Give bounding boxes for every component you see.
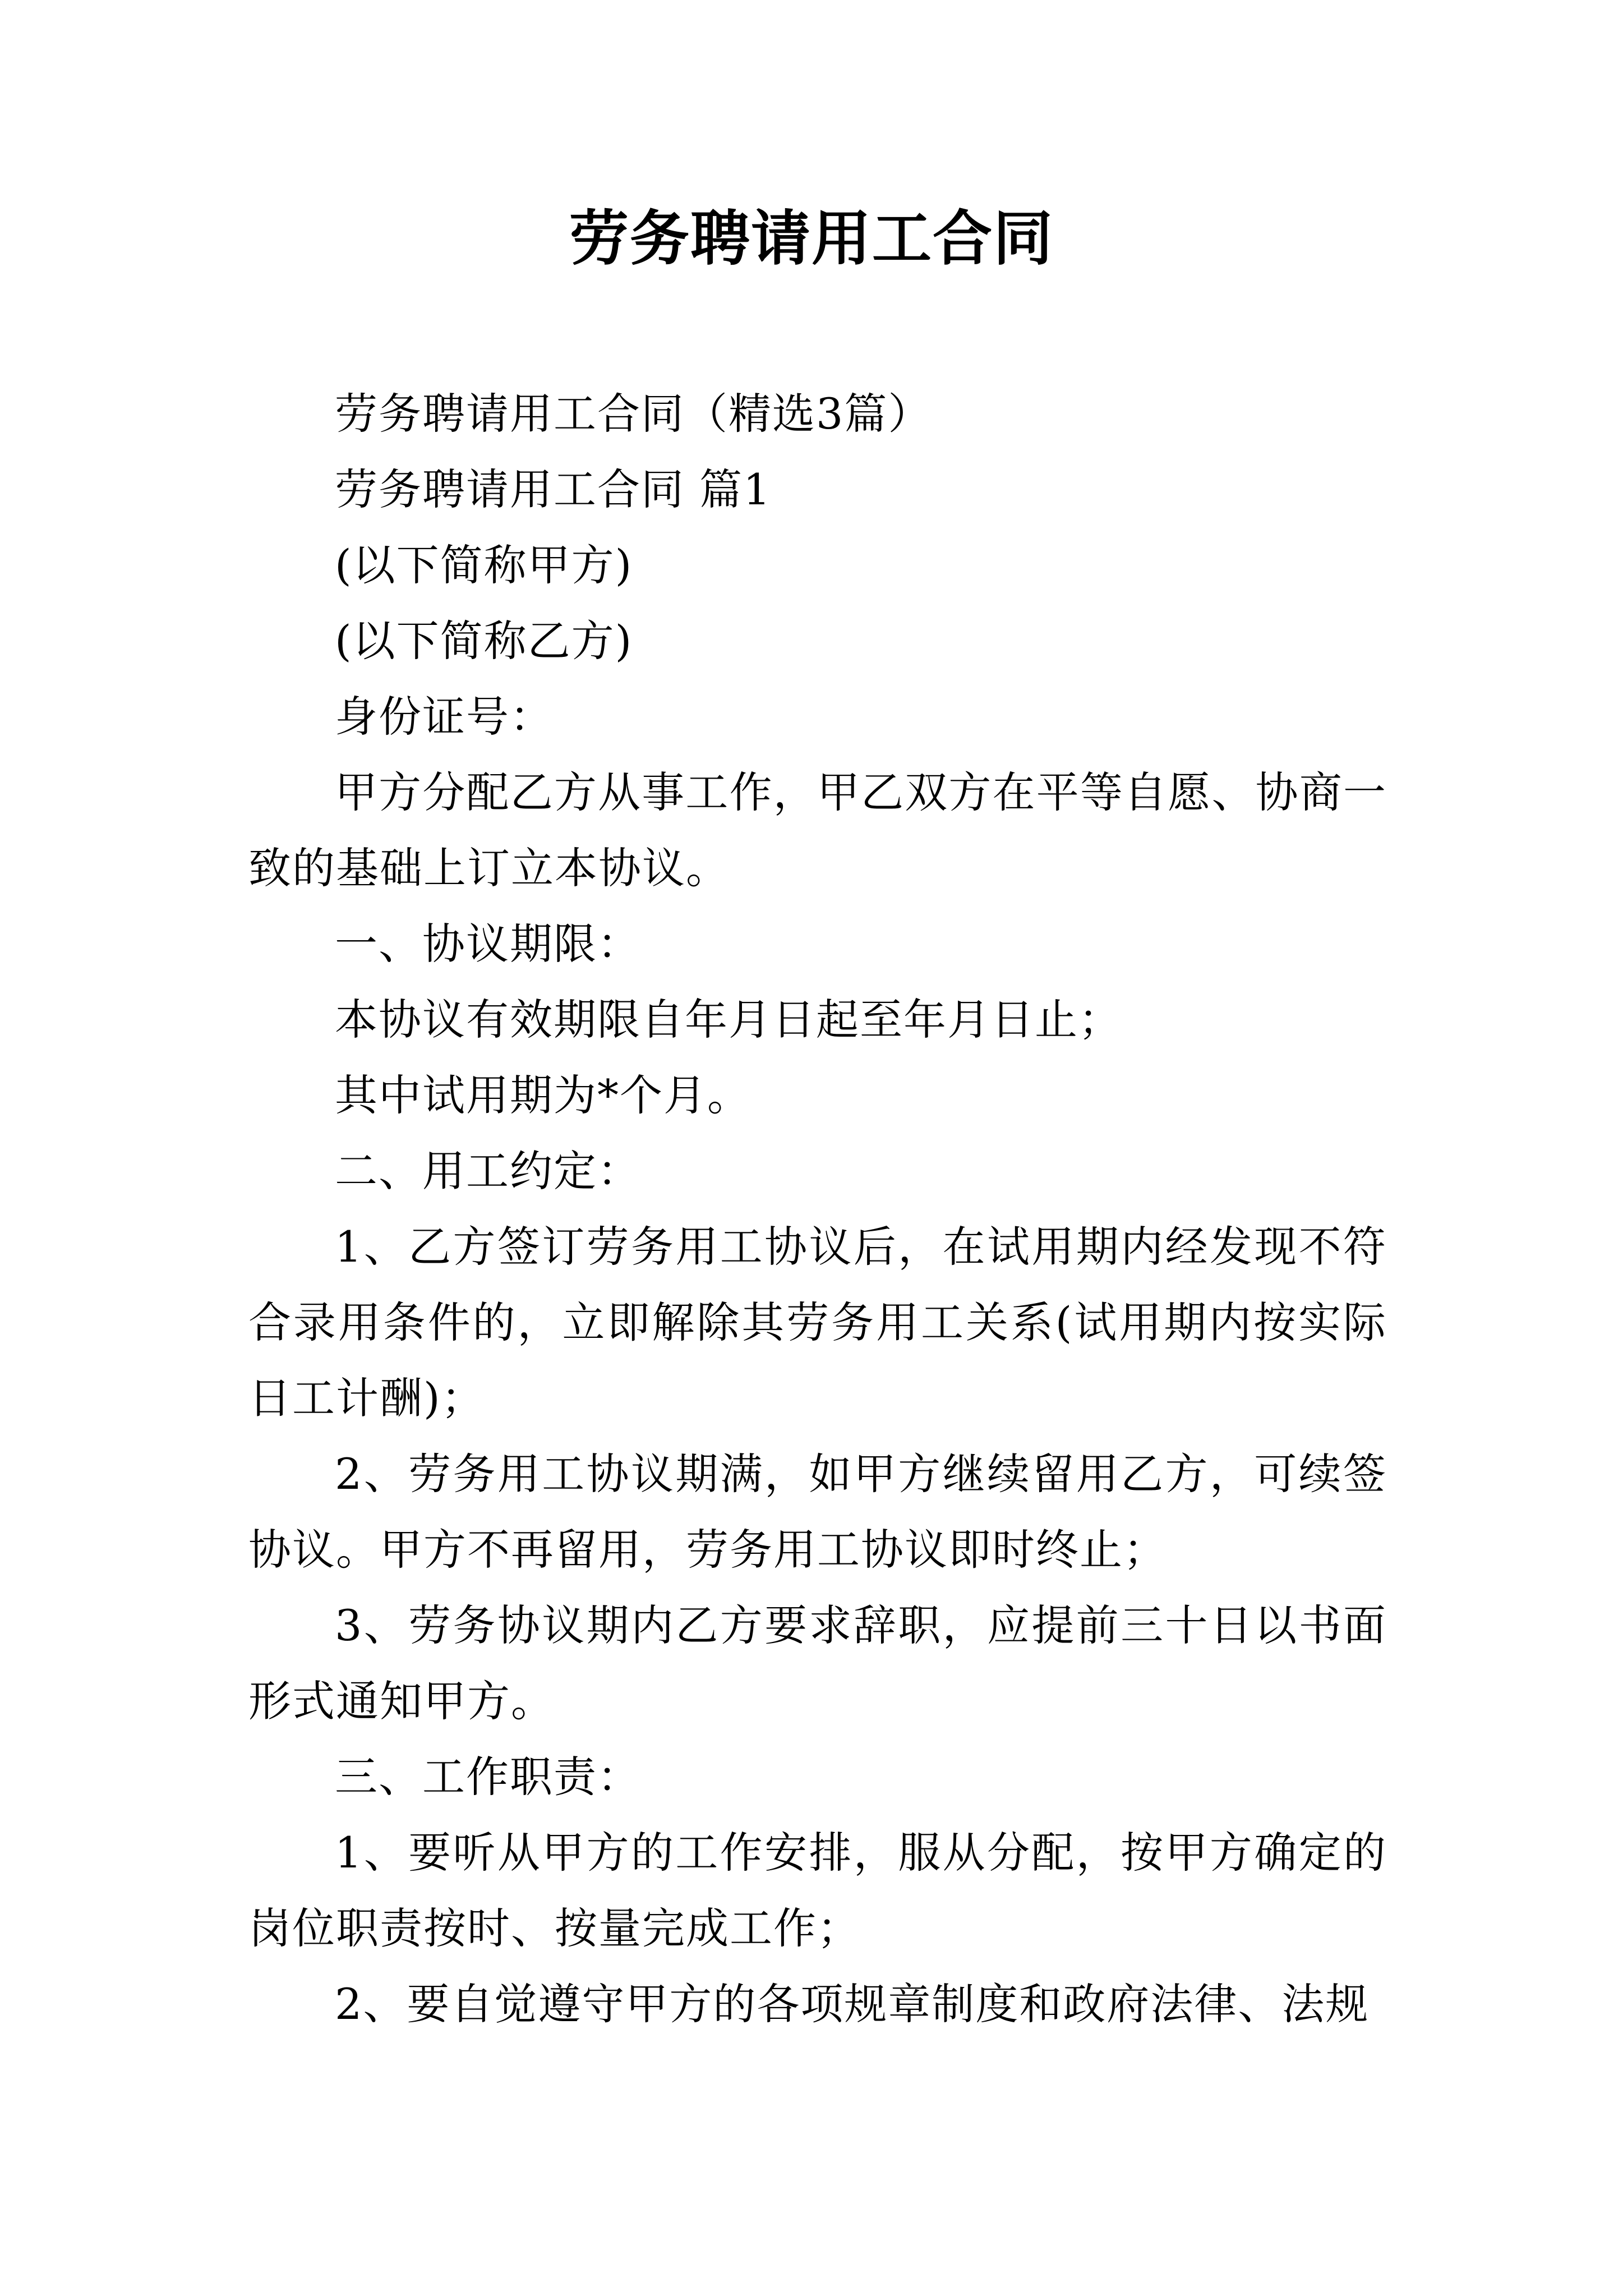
section-heading: 一、协议期限： [335, 919, 641, 969]
paragraph: 劳务聘请用工合同 篇1 [335, 464, 772, 514]
section-heading: 三、工作职责： [335, 1752, 641, 1802]
document-body [248, 376, 1387, 2042]
document-title: 劳务聘请用工合同 [569, 203, 1054, 273]
paragraph: 1、要听从甲方的工作安排，服从分配，按甲方确定的岗位职责按时、按量完成工作； [248, 1828, 1387, 1953]
paragraph: 1、乙方签订劳务用工协议后，在试用期内经发现不符合录用条件的，立即解除其劳务用工关系(试用期内按实际日工计酬)； [248, 1222, 1387, 1423]
paragraph: 本协议有效期限自年月日起至年月日止； [335, 995, 1122, 1045]
paragraph: 劳务聘请用工合同（精选3篇） [335, 389, 932, 439]
paragraph: 3、劳务协议期内乙方要求辞职，应提前三十日以书面形式通知甲方。 [248, 1600, 1387, 1726]
section-heading: 二、用工约定： [335, 1146, 641, 1196]
paragraph: 身份证号： [335, 692, 554, 742]
paragraph: (以下简称乙方) [335, 616, 633, 666]
paragraph: 2、要自觉遵守甲方的各项规章制度和政府法律、法规 [335, 1979, 1370, 2029]
paragraph: (以下简称甲方) [335, 540, 633, 590]
paragraph: 2、劳务用工协议期满，如甲方继续留用乙方，可续签协议。甲方不再留用，劳务用工协议即时终止； [248, 1449, 1387, 1575]
paragraph: 甲方分配乙方从事工作，甲乙双方在平等自愿、协商一致的基础上订立本协议。 [248, 767, 1387, 893]
paragraph: 其中试用期为*个月。 [335, 1070, 751, 1120]
